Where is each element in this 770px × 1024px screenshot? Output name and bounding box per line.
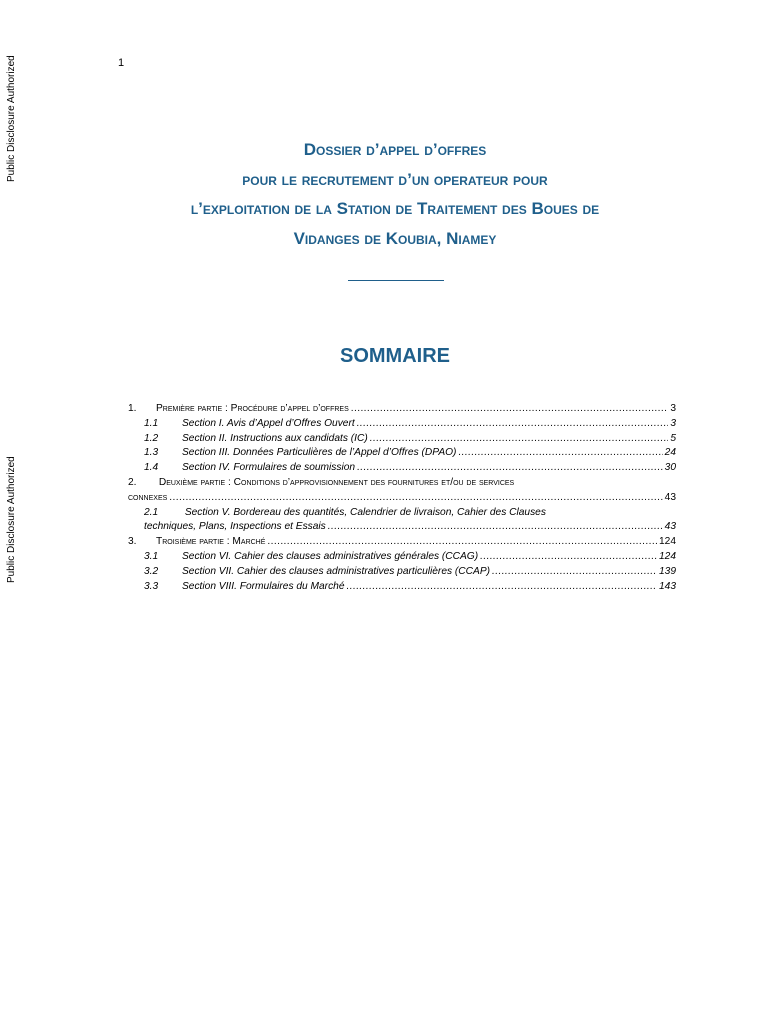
toc-entry-3-2[interactable] xyxy=(128,566,676,581)
toc-leader xyxy=(169,492,662,503)
toc-entry-part-3[interactable] xyxy=(128,536,676,551)
toc-label: Deuxième partie : Conditions d’approvisionnement des fournitures et/ou de services xyxy=(158,476,515,488)
toc-entry-3-3[interactable] xyxy=(128,581,676,596)
toc-page: 3 xyxy=(670,417,676,429)
toc-entry-part-1[interactable] xyxy=(128,403,676,418)
toc-entry-2-1-line-1[interactable] xyxy=(128,507,676,522)
disclosure-label-top: Public Disclosure Authorized xyxy=(6,55,17,182)
document-title xyxy=(90,135,700,253)
toc-page: 5 xyxy=(670,432,676,444)
toc-label: Section V. Bordereau des quantités, Calendrier de livraison, Cahier des Clauses xyxy=(184,506,546,518)
toc-label: Section VIII. Formulaires du Marché xyxy=(182,580,345,592)
toc-entry-part-2-line-2[interactable] xyxy=(128,492,676,507)
title-line-1: Dossier d’appel d’offres xyxy=(303,140,487,159)
toc-entry-1-2[interactable] xyxy=(128,433,676,448)
toc-leader xyxy=(351,403,669,414)
toc-heading: SOMMAIRE xyxy=(340,345,450,367)
title-divider xyxy=(348,280,444,281)
title-line-4: Vidanges de Koubia, Niamey xyxy=(293,228,497,248)
toc-number: 1.4 xyxy=(144,462,159,474)
disclosure-label-middle: Public Disclosure Authorized xyxy=(6,456,17,583)
toc-label: Section I. Avis d’Appel d’Offres Ouvert xyxy=(182,417,355,429)
toc-leader xyxy=(458,447,662,458)
toc-number: 1.3 xyxy=(144,447,159,459)
toc-label-continued: connexes xyxy=(128,491,168,503)
toc-page: 30 xyxy=(664,462,676,474)
toc-leader xyxy=(370,433,669,444)
toc-leader xyxy=(492,566,657,577)
page-number: 1 xyxy=(118,57,125,69)
toc-number: 3.2 xyxy=(144,565,159,577)
toc-entry-1-3[interactable] xyxy=(128,447,676,462)
toc-number: 3.1 xyxy=(144,550,159,562)
toc-leader xyxy=(347,581,658,592)
toc-page: 43 xyxy=(664,521,676,533)
title-line-3: l’exploitation de la Station de Traitement des Boues de xyxy=(190,199,600,218)
toc-page: 43 xyxy=(664,491,676,503)
toc-number: 2.1 xyxy=(144,506,159,518)
toc-label: Section IV. Formulaires de soumission xyxy=(182,462,356,474)
toc-leader xyxy=(267,536,657,547)
toc-entry-3-1[interactable] xyxy=(128,551,676,566)
toc-label: Première partie : Procédure d’appel d’offres xyxy=(156,403,349,414)
toc-label: Section II. Instructions aux candidats (IC) xyxy=(182,432,368,444)
toc-page: 124 xyxy=(659,536,676,548)
toc-number: 1.2 xyxy=(144,432,159,444)
title-line-2: pour le recrutement d’un operateur pour xyxy=(242,169,548,189)
toc-entry-1-1[interactable] xyxy=(128,418,676,433)
toc-page: 143 xyxy=(659,580,676,592)
toc-entry-2-1-line-2[interactable] xyxy=(128,521,676,536)
toc-label: Troisième partie : Marché xyxy=(156,536,266,548)
toc-leader xyxy=(328,521,663,532)
toc-page: 139 xyxy=(659,565,676,577)
toc-page: 3 xyxy=(670,403,676,414)
toc-number: 1. xyxy=(128,403,137,414)
toc-number: 2. xyxy=(128,476,137,488)
toc-number: 1.1 xyxy=(144,417,159,429)
toc-entry-part-2-line-1[interactable] xyxy=(128,477,676,492)
toc-entry-1-4[interactable] xyxy=(128,462,676,477)
toc-page: 24 xyxy=(664,447,676,459)
toc-leader xyxy=(357,462,663,473)
toc-leader xyxy=(357,418,669,429)
toc-leader xyxy=(480,551,657,562)
toc-label-continued: techniques, Plans, Inspections et Essais xyxy=(144,521,326,533)
toc-number: 3. xyxy=(128,536,137,548)
toc-page: 124 xyxy=(659,550,676,562)
toc-number: 3.3 xyxy=(144,580,159,592)
table-of-contents xyxy=(128,403,676,595)
toc-label: Section VI. Cahier des clauses administratives générales (CCAG) xyxy=(182,550,479,562)
toc-label: Section VII. Cahier des clauses administratives particulières (CCAP) xyxy=(182,565,491,577)
toc-label: Section III. Données Particulières de l’Appel d’Offres (DPAO) xyxy=(182,447,457,459)
